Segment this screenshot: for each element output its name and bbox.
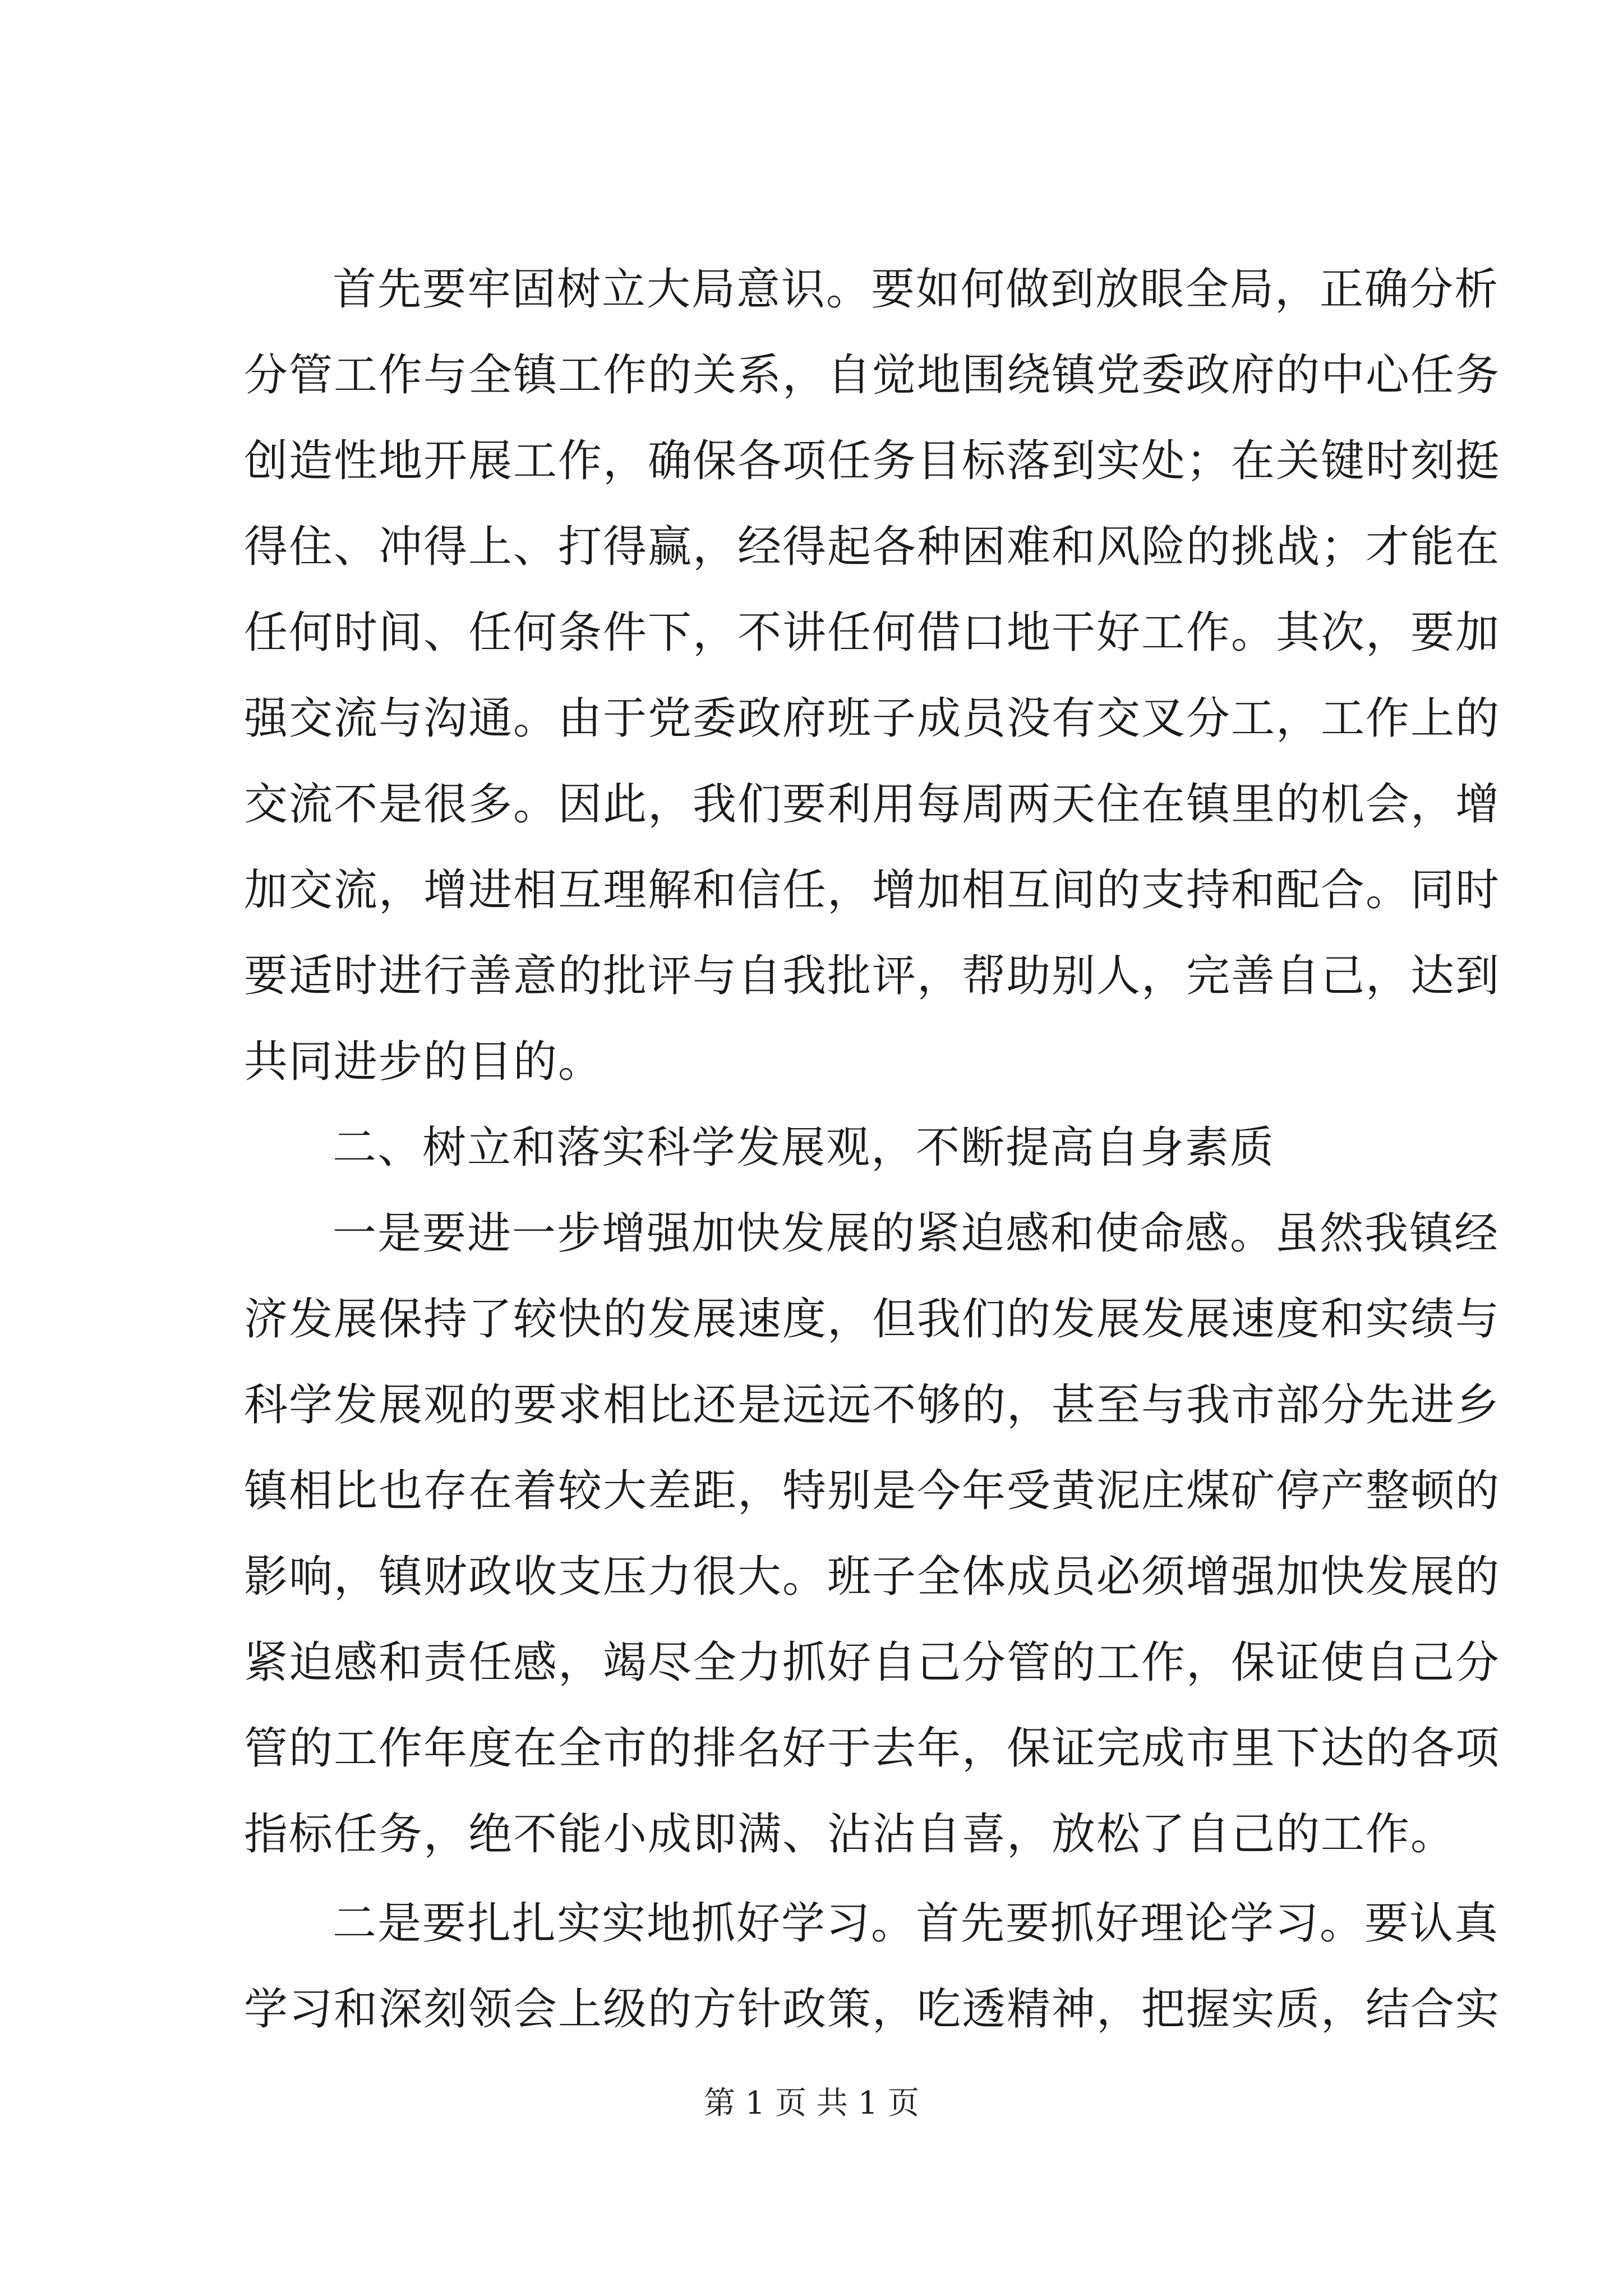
paragraph-line: 要适时进行善意的批评与自我批评，帮助别人，完善自己，达到 xyxy=(244,951,1501,1001)
paragraph-line: 科学发展观的要求相比还是远远不够的，甚至与我市部分先进乡 xyxy=(244,1380,1501,1430)
page-number-footer: 第 1 页 共 1 页 xyxy=(703,2085,920,2122)
paragraph-line: 得住、冲得上、打得赢，经得起各种困难和风险的挑战；才能在 xyxy=(244,522,1501,572)
paragraph-line: 镇相比也存在着较大差距，特别是今年受黄泥庄煤矿停产整顿的 xyxy=(244,1466,1501,1516)
paragraph-line: 创造性地开展工作，确保各项任务目标落到实处；在关键时刻挺 xyxy=(244,436,1501,486)
paragraph-line: 二是要扎扎实实地抓好学习。首先要抓好理论学习。要认真 xyxy=(333,1898,1500,1949)
paragraph-line: 任何时间、任何条件下，不讲任何借口地干好工作。其次，要加 xyxy=(244,608,1501,658)
document-body xyxy=(244,247,1501,2053)
paragraph-line: 指标任务，绝不能小成即满、沾沾自喜，放松了自己的工作。 xyxy=(244,1809,1456,1860)
paragraph-line: 强交流与沟通。由于党委政府班子成员没有交叉分工，工作上的 xyxy=(244,693,1501,744)
paragraph-line: 交流不是很多。因此，我们要利用每周两天住在镇里的机会，增 xyxy=(244,779,1501,830)
paragraph-line: 影响，镇财政收支压力很大。班子全体成员必须增强加快发展的 xyxy=(244,1552,1501,1602)
paragraph-line: 济发展保持了较快的发展速度，但我们的发展发展速度和实绩与 xyxy=(244,1294,1501,1345)
paragraph-line: 首先要牢固树立大局意识。要如何做到放眼全局，正确分析 xyxy=(333,264,1500,315)
paragraph-line: 分管工作与全镇工作的关系，自觉地围绕镇党委政府的中心任务 xyxy=(244,350,1501,401)
paragraph-line: 共同进步的目的。 xyxy=(244,1037,603,1087)
section-heading: 二、树立和落实科学发展观，不断提高自身素质 xyxy=(333,1122,1275,1173)
paragraph-line: 紧迫感和责任感，竭尽全力抓好自己分管的工作，保证使自己分 xyxy=(244,1637,1501,1688)
paragraph-line: 加交流，增进相互理解和信任，增加相互间的支持和配合。同时 xyxy=(244,865,1501,915)
paragraph-line: 学习和深刻领会上级的方针政策，吃透精神，把握实质，结合实 xyxy=(244,1984,1501,2035)
paragraph-line: 管的工作年度在全市的排名好于去年，保证完成市里下达的各项 xyxy=(244,1723,1501,1774)
paragraph-line: 一是要进一步增强加快发展的紧迫感和使命感。虽然我镇经 xyxy=(333,1208,1500,1259)
